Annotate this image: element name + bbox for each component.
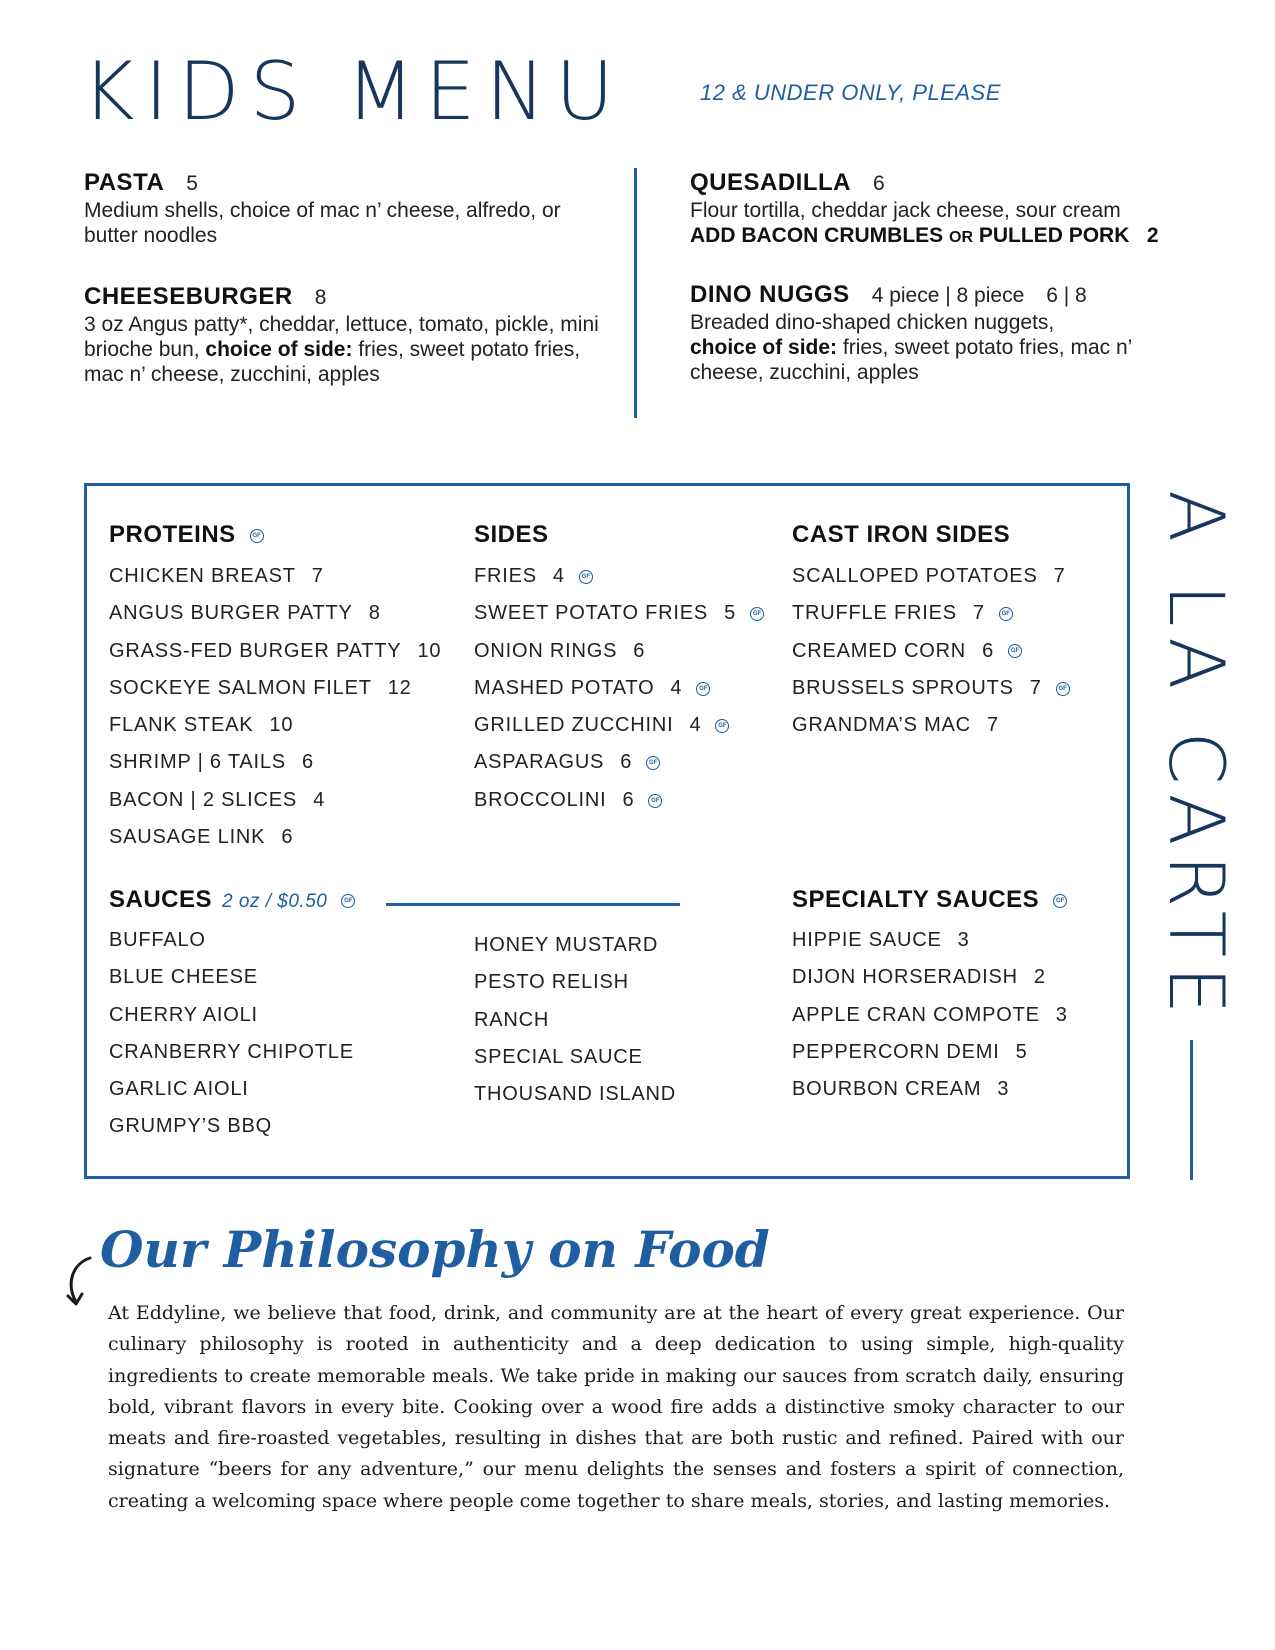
item-name: CRANBERRY CHIPOTLE [109, 1040, 354, 1063]
age-restriction-note: 12 & UNDER ONLY, PLEASE [700, 80, 1001, 105]
menu-item [109, 639, 441, 676]
item-price: 2 [1033, 966, 1046, 989]
item-name: PEPPERCORN DEMI [792, 1040, 1000, 1063]
menu-item [109, 965, 354, 1002]
gluten-free-icon: GF [696, 682, 710, 696]
item-price: 6 [633, 639, 646, 662]
menu-item [474, 564, 764, 601]
menu-item [109, 1040, 354, 1077]
gluten-free-icon: GF [341, 894, 355, 908]
menu-item [792, 1077, 1068, 1114]
item-name: GRUMPY’S BBQ [109, 1115, 272, 1138]
item-price: 7 [972, 602, 985, 625]
gluten-free-icon: GF [1053, 894, 1067, 908]
item-price: 4 [670, 676, 683, 699]
sides-heading: SIDES [474, 521, 549, 548]
item-name: ANGUS BURGER PATTY [109, 602, 353, 625]
item-price: 4 [689, 714, 702, 737]
item-name: SPECIAL SAUCE [474, 1045, 643, 1068]
item-price: 6 [620, 751, 633, 774]
menu-item [474, 713, 764, 750]
item-sizes: 4 piece | 8 piece [871, 284, 1025, 307]
item-description: 3 oz Angus patty*, cheddar, lettuce, tomato, pickle, mini brioche bun, choice of side: fries, sweet potato fries, mac n’ cheese, zucchini, apples [84, 313, 599, 386]
item-name: MASHED POTATO [474, 676, 655, 699]
item-description: Breaded dino-shaped chicken nuggets, choice of side: fries, sweet potato fries, mac n’ cheese, zucchini, apples [690, 311, 1132, 384]
item-name: BACON | 2 SLICES [109, 788, 298, 811]
gluten-free-icon: GF [1008, 644, 1022, 658]
item-price: 3 [1055, 1003, 1068, 1026]
item-price: 6 [622, 788, 635, 811]
specialty-sauces-list [792, 928, 1068, 1114]
item-name: RANCH [474, 1008, 550, 1031]
item-price: 8 [314, 286, 327, 309]
item-name: ONION RINGS [474, 639, 618, 662]
item-name: GARLIC AIOLI [109, 1078, 249, 1101]
item-name: DINO NUGGS [690, 281, 850, 308]
menu-item [474, 933, 676, 970]
item-name: GRANDMA’S MAC [792, 714, 971, 737]
cast-iron-sides-heading: CAST IRON SIDES [792, 521, 1011, 548]
item-price: 7 [1029, 676, 1042, 699]
menu-item [474, 750, 764, 787]
menu-item [109, 601, 441, 638]
item-addon: ADD BACON CRUMBLES OR PULLED PORK 2 [690, 224, 1159, 247]
item-name: BRUSSELS SPROUTS [792, 676, 1014, 699]
item-name: APPLE CRAN COMPOTE [792, 1003, 1040, 1026]
item-price: 5 [1015, 1040, 1028, 1063]
menu-item [474, 788, 764, 825]
item-price: 6 [301, 751, 314, 774]
proteins-list [109, 564, 441, 862]
item-price: 5 [186, 172, 198, 195]
kids-item-pasta [84, 170, 614, 248]
gluten-free-icon: GF [715, 719, 729, 733]
item-description: Flour tortilla, cheddar jack cheese, sour cream [690, 199, 1121, 222]
menu-item [109, 928, 354, 965]
menu-item [474, 639, 764, 676]
item-name: GRASS-FED BURGER PATTY [109, 639, 402, 662]
gluten-free-icon: GF [646, 756, 660, 770]
sides-list [474, 564, 764, 825]
menu-item [792, 564, 1070, 601]
item-name: TRUFFLE FRIES [792, 602, 957, 625]
item-price: 8 [368, 602, 381, 625]
menu-item [474, 601, 764, 638]
menu-item [109, 1114, 354, 1151]
gluten-free-icon: GF [250, 529, 264, 543]
item-name: THOUSAND ISLAND [474, 1083, 677, 1106]
item-name: SHRIMP | 6 TAILS [109, 751, 286, 774]
specialty-sauces-heading: SPECIALTY SAUCES GF [792, 886, 1067, 914]
menu-item [474, 1082, 676, 1119]
kids-column-divider [634, 168, 637, 418]
a-la-carte-rule [1190, 1040, 1193, 1180]
item-price: 4 [552, 565, 565, 587]
item-name: DIJON HORSERADISH [792, 966, 1018, 989]
menu-item [109, 1077, 354, 1114]
menu-item [109, 825, 441, 862]
menu-item [109, 713, 441, 750]
proteins-heading: PROTEINS GF [109, 521, 264, 549]
item-price: 7 [311, 565, 324, 587]
menu-item [474, 1045, 676, 1082]
philosophy-text: At Eddyline, we believe that food, drink, and community are at the heart of every great experience. Our culinary philosophy is rooted in authenticity and a deep dedication to using simple, high-quality ingredients to create memorable meals. We take pride in making our sauces from scratch daily, ensuring bold, vibrant flavors in every bite. Cooking over a wood fire adds a distinctive smoky character to our meats and fire-roasted vegetables, resulting in dishes that are both rustic and refined. Paired with our signature “beers for any adventure,” our menu delights the senses and fosters a spirit of connection, creating a welcoming space where people come together to share meals, stories, and lasting memories. [108, 1302, 1124, 1512]
item-name: HONEY MUSTARD [474, 934, 659, 956]
item-name: HIPPIE SAUCE [792, 929, 942, 951]
sauces-list-2 [474, 933, 676, 1119]
kids-item-dino-nuggs [690, 282, 1190, 385]
menu-item [792, 639, 1070, 676]
item-name: PASTA [84, 169, 165, 196]
menu-item [792, 713, 1070, 750]
item-name: BUFFALO [109, 929, 206, 951]
item-price: 7 [986, 714, 999, 737]
item-name: FLANK STEAK [109, 714, 254, 737]
item-name: SOCKEYE SALMON FILET [109, 676, 372, 699]
item-name: CHICKEN BREAST [109, 565, 296, 587]
menu-item [109, 750, 441, 787]
item-name: SCALLOPED POTATOES [792, 565, 1038, 587]
menu-item [109, 676, 441, 713]
item-name: ASPARAGUS [474, 751, 605, 774]
philosophy-title: Our Philosophy on Food [100, 1220, 770, 1279]
cast-iron-sides-list [792, 564, 1070, 750]
menu-item [109, 564, 441, 601]
menu-item [474, 1008, 676, 1045]
sauce-price-note: 2 oz / $0.50 [222, 891, 328, 912]
gluten-free-icon: GF [750, 607, 764, 621]
gluten-free-icon: GF [579, 570, 593, 584]
menu-item [792, 928, 1068, 965]
menu-item [792, 601, 1070, 638]
item-name: CHEESEBURGER [84, 283, 293, 310]
gluten-free-icon: GF [648, 794, 662, 808]
item-name: QUESADILLA [690, 169, 851, 196]
item-price: 4 [313, 788, 325, 811]
item-price: 6 [982, 639, 994, 662]
menu-item [109, 788, 441, 825]
menu-item [474, 676, 764, 713]
sauces-rule [386, 903, 680, 906]
item-price: 5 [724, 602, 736, 625]
sauces-heading: SAUCES 2 oz / $0.50 GF [109, 886, 355, 914]
menu-item [792, 965, 1068, 1002]
kids-menu-title: KIDS MENU [82, 45, 624, 138]
gluten-free-icon: GF [1056, 682, 1070, 696]
item-description: Medium shells, choice of mac n’ cheese, alfredo, or butter noodles [84, 199, 561, 247]
item-name: PESTO RELISH [474, 971, 629, 994]
item-name: BROCCOLINI [474, 788, 607, 811]
menu-item [474, 970, 676, 1007]
a-la-carte-title: A LA CARTE [1152, 490, 1241, 1024]
item-price: 3 [957, 929, 970, 951]
item-price: 7 [1053, 565, 1066, 587]
item-price: 10 [269, 714, 294, 737]
item-name: BLUE CHEESE [109, 966, 258, 989]
sauces-list-1 [109, 928, 354, 1152]
curved-arrow-icon [64, 1254, 98, 1315]
menu-item [792, 1003, 1068, 1040]
item-price: 10 [417, 639, 442, 662]
item-name: CHERRY AIOLI [109, 1003, 258, 1026]
kids-item-cheeseburger [84, 284, 619, 387]
item-price: 6 [281, 826, 294, 849]
menu-item [792, 676, 1070, 713]
item-name: CREAMED CORN [792, 639, 967, 662]
item-name: FRIES [474, 565, 537, 587]
item-name: GRILLED ZUCCHINI [474, 714, 674, 737]
item-price: 12 [387, 676, 412, 699]
menu-item [109, 1003, 354, 1040]
item-name: SWEET POTATO FRIES [474, 602, 709, 625]
item-price: 6 [873, 172, 885, 195]
item-price: 3 [997, 1078, 1010, 1101]
gluten-free-icon: GF [999, 607, 1013, 621]
menu-item [792, 1040, 1068, 1077]
item-name: BOURBON CREAM [792, 1078, 982, 1101]
item-name: SAUSAGE LINK [109, 826, 266, 849]
kids-item-quesadilla [690, 170, 1200, 250]
item-price: 6 | 8 [1046, 284, 1087, 307]
